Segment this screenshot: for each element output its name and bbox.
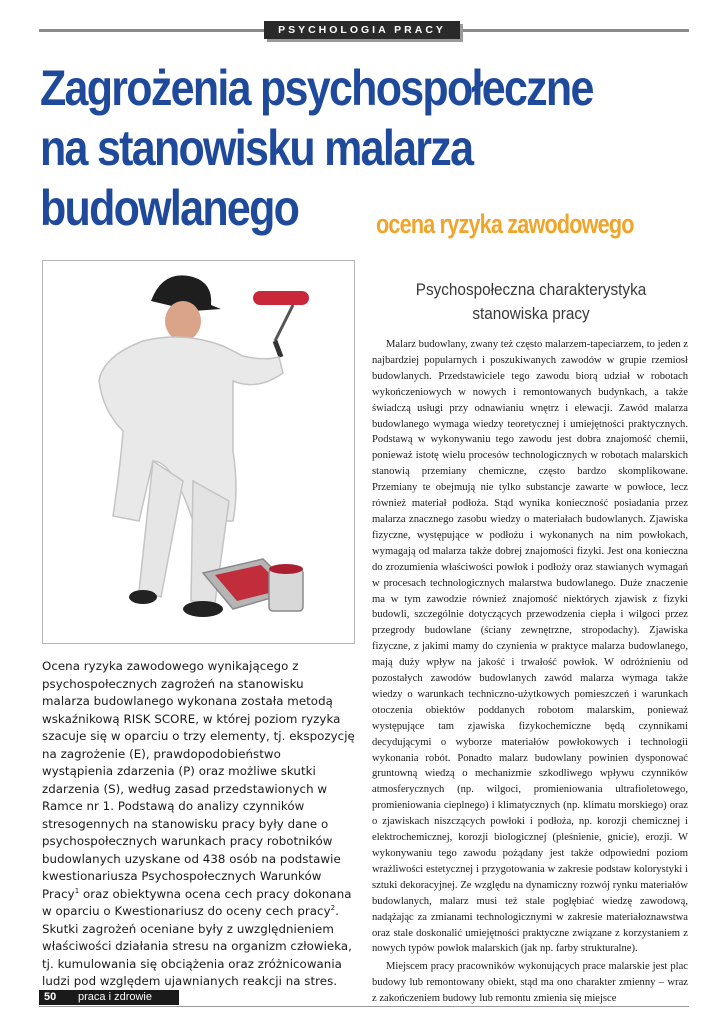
footnote-ref-2: 2: [330, 904, 336, 913]
paragraph: Malarz budowlany, zwany też często malarzem-tapeciarzem, to jeden z najbardziej popularnych i poszukiwanych zawodów w grupie rzemiosł budowlanych. Przedstawiciele tego zawodu biorą udział w robotach wykończeniowych w nowych i remontowanych budynkach, a także świadczą usługi przy odnawianiu wnętrz i elewacji. Zawód malarza budowlanego wymaga wiedzy teoretycznej i umiejętności praktycznych. Podstawą w wykonywaniu tego zawodu jest dobra znajomość chemii, ponieważ istotę wielu procesów technologicznych w robotach malarskich stanowią przemiany chemiczne, często bardzo skomplikowane. Przemiany te obejmują nie tylko substancje zawarte w powłoce, lecz również materiał podłoża. Stąd wynika konieczność posiadania przez malarza znacznego zasobu wiedzy o materiałach budowlanych. Zjawiska fizyczne, występujące w podłożu i wykonanych na nim powłokach, wymagają od malarza także dobrej znajomości fizyki. Jest ona konieczna do zrozumienia właściwości powłok i podłoży oraz stawianych wymagań w procesach technologicznych malarstwa budowlanego. Duże znaczenie ma w tym zawodzie również znajomość niektórych zjawisk z fizyki budowli, szczególnie dotyczących przewodzenia ciepła i wilgoci przez przegrody budowlane (ściany zewnętrzne, stropodachy). Zjawiska fizyczne, z jakimi mamy do czynienia w praktyce malarza budowlanego, mają duży wpływ na jakość i trwałość powłok. W odróżnieniu od pozostałych zawodów budowlanych zawód malarza wymaga także wiedzy o warunkach techniczno-użytkowych pomieszczeń i warunkach otoczenia obiektów poddanych robotom malarskim, ponieważ występujące tam zjawiska fizykochemiczne będą czynnikami decydującymi o wyborze materiałów powłokowych i technologii wykonania robót. Ponadto malarz budowlany powinien dysponować gruntowną wiedzą o mechanizmie szkodliwego wpływu czynników atmosferycznych (np. wilgoci, promieniowania ultrafioletowego, promieniowania cieplnego) i klimatycznych (np. klimatu morskiego) oraz o zjawiskach niszczących powłoki i podłoża, np. korozji chemicznej i elektrochemicznej, korozji biologicznej (pleśnienie, gnicie), erozji. W wykonywaniu tego zawodu pożądany jest także odpowiedni poziom wrażliwości estetycznej i przygotowania w zakresie podstaw kolorystyki i sztuki dekoracyjnej. Ze względu na dynamiczny rozwój rynku materiałów budowlanych, malarz musi też stale pogłębiać wiedzę zawodową, nadążając za zmianami technologicznymi w zakresie materiałoznawstwa oraz stale doskonalić umiejętności praktyczne związane z korzystaniem z nowych typów powłok malarskich (jak np. farby strukturalne).: [372, 339, 688, 955]
painter-with-roller-photo-icon: [43, 261, 355, 644]
abstract-part-3: . Skutki zagrożeń oceniane były z uwzględnieniem właściwości działania stresu na organizm człowieka, tj. kumulowania się obciążenia oraz zróżnicowania ludzi pod względem ujawnianych reakcji na stres.: [42, 904, 352, 988]
paragraph: Miejscem pracy pracowników wykonujących prace malarskie jest plac budowy lub remontowany obiekt, stąd ma ono charakter zmienny – wraz z zakończeniem budowy lub remontu zmienia się miejsce: [372, 961, 688, 1005]
title-line-1: Zagrożenia psychospołeczne: [40, 60, 593, 116]
section-heading: [392, 278, 671, 326]
section-tag: PSYCHOLOGIA PRACY: [264, 21, 460, 39]
article-subtitle: ocena ryzyka zawodowego: [376, 209, 634, 239]
magazine-name: praca i zdrowie: [78, 991, 152, 1003]
footer-rule: [39, 1006, 689, 1007]
page-number: 50: [44, 991, 57, 1003]
abstract-part-1: Ocena ryzyka zawodowego wynikającego z psychospołecznych zagrożeń na stanowisku malarza budowlanego wykonana została metodą wskaźnikową RISK SCORE, w której poziom ryzyka szacuje się w oparciu o trzy elementy, tj. ekspozycję na zagrożenie (E), prawdopodobieństwo wystąpienia zdarzenia (P) oraz możliwe skutki zdarzenia (S), według zasad przedstawionych w Ramce nr 1. Podstawą do analizy czynników stresogennych na stanowisku pracy były dane o psychospołecznych warunkach pracy robotników budowlanych uzyskane od 438 osób na podstawie kwestionariusza Psychospołecznych Warunków Pracy: [42, 659, 355, 901]
painter-photo: [42, 260, 355, 644]
footnote-ref-1: 1: [74, 886, 80, 895]
abstract-part-2: oraz obiektywna ocena cech pracy dokonana w oparciu o Kwestionariusz do oceny cech pracy: [42, 886, 352, 918]
section-heading-line-1: Psychospołeczna charakterystyka: [415, 280, 647, 299]
section-heading-line-2: stanowiska pracy: [472, 304, 590, 323]
title-line-3: budowlanego: [40, 180, 299, 236]
title-line-2: na stanowisku malarza: [40, 120, 473, 176]
article-body: [372, 337, 688, 1009]
article-abstract: [42, 658, 355, 991]
